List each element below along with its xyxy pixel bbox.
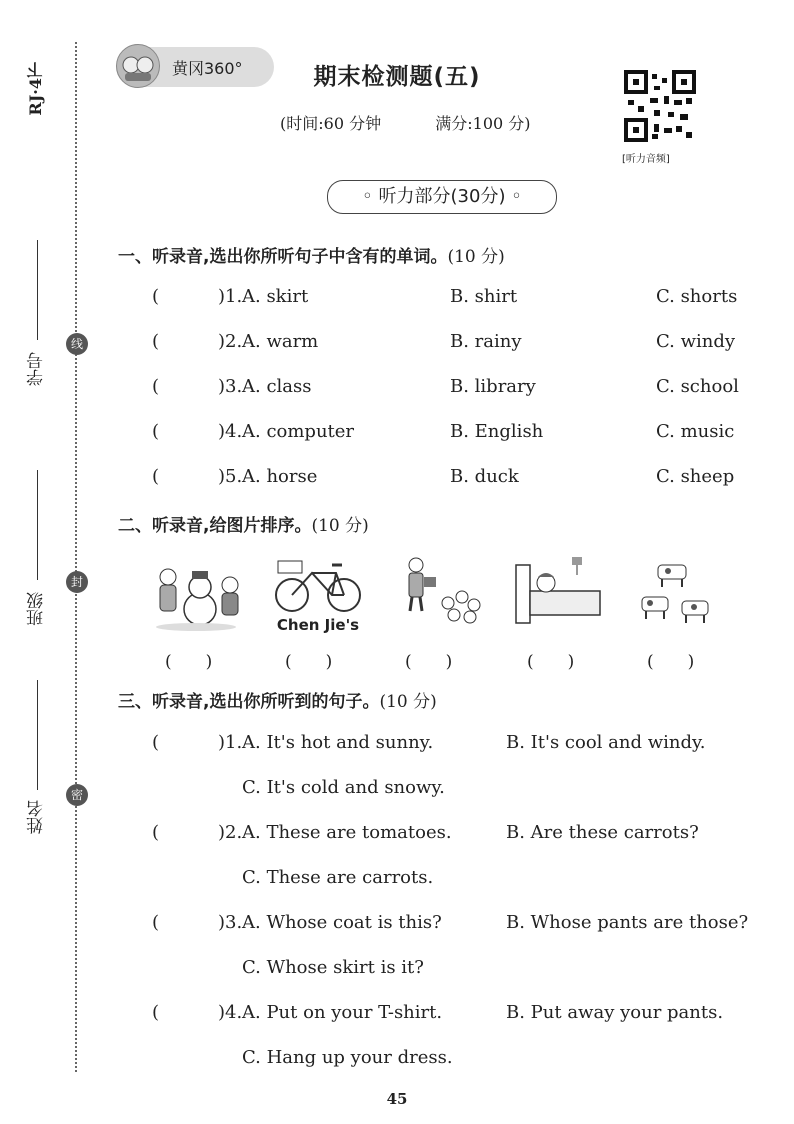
option-a: A. Put on your T-shirt. bbox=[242, 1002, 443, 1023]
option-b: B. duck bbox=[450, 466, 519, 487]
class-label: 班级 bbox=[27, 592, 47, 626]
option-a: A. horse bbox=[242, 466, 318, 487]
answer-paren[interactable]: ( bbox=[152, 466, 160, 487]
picture-answer-paren[interactable]: ( ) bbox=[405, 652, 453, 672]
option-a: A. It's hot and sunny. bbox=[242, 732, 434, 753]
option-c: C. music bbox=[656, 421, 735, 442]
part3-heading bbox=[118, 687, 437, 712]
option-c: C. Whose skirt is it? bbox=[242, 957, 424, 978]
item-number: )4. bbox=[218, 1002, 243, 1023]
item-number: )2. bbox=[218, 331, 243, 352]
picture-answer-paren[interactable]: ( ) bbox=[165, 652, 213, 672]
student-id-label: 学号 bbox=[27, 352, 47, 386]
page-number: 45 bbox=[386, 1090, 408, 1108]
time-info: (时间:60 分钟 bbox=[280, 114, 382, 133]
picture-answer-paren[interactable]: ( ) bbox=[285, 652, 333, 672]
option-c: C. school bbox=[656, 376, 739, 397]
circle-decor-icon: ◦ bbox=[511, 186, 522, 207]
picture-answer-paren[interactable]: ( ) bbox=[527, 652, 575, 672]
option-b: B. It's cool and windy. bbox=[506, 732, 706, 753]
seal-mark-mi: 密 bbox=[66, 784, 88, 806]
seal-mark-feng: 封 bbox=[66, 571, 88, 593]
seal-mark-xian: 线 bbox=[66, 333, 88, 355]
qr-code-icon[interactable] bbox=[624, 70, 696, 142]
option-c: C. windy bbox=[656, 331, 736, 352]
class-blank[interactable] bbox=[37, 470, 38, 580]
logo-text: 黄冈360° bbox=[172, 59, 243, 78]
answer-paren[interactable]: ( bbox=[152, 732, 160, 753]
option-c: C. Hang up your dress. bbox=[242, 1047, 453, 1068]
option-a: A. warm bbox=[242, 331, 319, 352]
answer-paren[interactable]: ( bbox=[152, 912, 160, 933]
part3-points: (10 分) bbox=[379, 692, 437, 712]
item-number: )3. bbox=[218, 376, 243, 397]
answer-paren[interactable]: ( bbox=[152, 331, 160, 352]
answer-paren[interactable]: ( bbox=[152, 376, 160, 397]
answer-paren[interactable]: ( bbox=[152, 421, 160, 442]
part1-points: (10 分) bbox=[447, 247, 505, 267]
exam-info bbox=[280, 111, 531, 134]
option-c: C. sheep bbox=[656, 466, 735, 487]
cows-picture bbox=[628, 553, 720, 633]
answer-paren[interactable]: ( bbox=[152, 286, 160, 307]
item-number: )1. bbox=[218, 732, 243, 753]
part2-heading-text: 二、听录音,给图片排序。 bbox=[118, 516, 312, 536]
option-b: B. shirt bbox=[450, 286, 518, 307]
item-number: )4. bbox=[218, 421, 243, 442]
answer-paren[interactable]: ( bbox=[152, 1002, 160, 1023]
option-b: B. Are these carrots? bbox=[506, 822, 699, 843]
option-c: C. It's cold and snowy. bbox=[242, 777, 445, 798]
part2-points: (10 分) bbox=[311, 516, 369, 536]
series-code: RJ·4下 bbox=[26, 62, 45, 116]
option-a: A. Whose coat is this? bbox=[242, 912, 442, 933]
option-b: B. Put away your pants. bbox=[506, 1002, 724, 1023]
part1-heading-text: 一、听录音,选出你所听句子中含有的单词。 bbox=[118, 247, 448, 267]
name-label: 姓名 bbox=[27, 800, 47, 834]
page-title: 期末检测题(五) bbox=[313, 64, 481, 90]
option-b: B. library bbox=[450, 376, 536, 397]
option-b: B. rainy bbox=[450, 331, 522, 352]
snowman-picture bbox=[150, 553, 242, 633]
option-a: A. class bbox=[242, 376, 312, 397]
option-c: C. shorts bbox=[656, 286, 738, 307]
item-number: )2. bbox=[218, 822, 243, 843]
student-id-blank[interactable] bbox=[37, 240, 38, 340]
name-blank[interactable] bbox=[37, 680, 38, 790]
binding-dotted-line bbox=[75, 42, 77, 1072]
part3-heading-text: 三、听录音,选出你所听到的句子。 bbox=[118, 692, 380, 712]
option-c: C. These are carrots. bbox=[242, 867, 434, 888]
circle-decor-icon: ◦ bbox=[362, 186, 373, 207]
item-number: )3. bbox=[218, 912, 243, 933]
picture-answer-paren[interactable]: ( ) bbox=[647, 652, 695, 672]
option-b: B. Whose pants are those? bbox=[506, 912, 749, 933]
option-b: B. English bbox=[450, 421, 544, 442]
section-banner-text: 听力部分(30分) bbox=[378, 186, 506, 207]
watering-flowers-picture bbox=[396, 553, 488, 633]
option-a: A. These are tomatoes. bbox=[242, 822, 452, 843]
part1-heading bbox=[118, 242, 505, 267]
item-number: )5. bbox=[218, 466, 243, 487]
option-a: A. computer bbox=[242, 421, 355, 442]
bike-label: Chen Jie's bbox=[276, 616, 360, 634]
listening-section-banner bbox=[327, 180, 557, 214]
item-number: )1. bbox=[218, 286, 243, 307]
option-a: A. skirt bbox=[242, 286, 309, 307]
sleeping-picture bbox=[512, 553, 604, 633]
answer-paren[interactable]: ( bbox=[152, 822, 160, 843]
part2-heading bbox=[118, 511, 369, 536]
qr-caption: [听力音频] bbox=[622, 154, 670, 165]
score-info: 满分:100 分) bbox=[435, 114, 531, 133]
